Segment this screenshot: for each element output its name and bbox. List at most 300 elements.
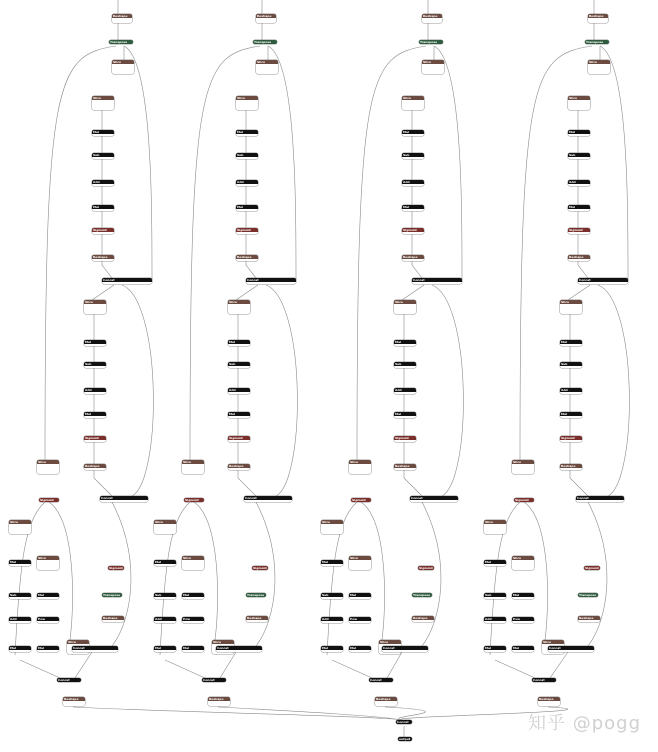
mul-node[interactable] [154, 646, 176, 652]
pow-node[interactable] [349, 617, 371, 623]
node-op-label: Reshape [84, 464, 106, 468]
node-op-label: Mul [484, 646, 506, 650]
sigmoid-node[interactable] [418, 566, 434, 570]
reshape-node[interactable] [63, 697, 85, 706]
mul-node[interactable] [349, 646, 371, 652]
mul-node[interactable] [321, 646, 343, 652]
node-op-label: Mul [154, 646, 176, 650]
node-op-label: Add [154, 617, 176, 621]
reshape-node[interactable] [422, 14, 442, 23]
node-op-label: Concat [246, 278, 296, 282]
node-attributes [154, 524, 176, 534]
add-node[interactable] [321, 617, 343, 623]
node-op-label: Transpose [109, 40, 133, 44]
node-op-label: Concat [548, 646, 594, 650]
graph-edge [568, 285, 590, 300]
reshape-node[interactable] [102, 616, 124, 622]
node-op-label: Mul [568, 205, 590, 209]
node-op-label: Slice [228, 300, 250, 304]
node-op-label: Concat [578, 278, 628, 282]
reshape-node[interactable] [578, 616, 600, 622]
concat-node[interactable] [244, 496, 292, 502]
add-node[interactable] [568, 180, 590, 186]
mul-node[interactable] [512, 593, 534, 599]
mul-node[interactable] [560, 340, 582, 346]
sigmoid-node[interactable] [39, 498, 59, 502]
concat-node[interactable] [202, 678, 226, 682]
node-op-label: Sub [92, 153, 114, 157]
node-op-label: Sub [84, 362, 106, 366]
node-op-label: Slice [542, 640, 564, 644]
sub-node[interactable] [484, 593, 506, 599]
mul-node[interactable] [84, 412, 106, 418]
graph-edge [220, 652, 236, 678]
mul-node[interactable] [394, 412, 416, 418]
node-op-label: Reshape [102, 616, 124, 620]
concat-node[interactable] [100, 496, 148, 502]
node-op-label: Reshape [208, 697, 230, 701]
mul-node[interactable] [512, 646, 534, 652]
transpose-node[interactable] [578, 593, 598, 597]
node-op-label: Sigmoid [585, 566, 599, 570]
graph-edge [412, 96, 422, 278]
graph-edge [102, 96, 112, 278]
node-attributes [588, 64, 610, 74]
node-op-label: Mul [402, 205, 424, 209]
node-op-label: Sub [236, 153, 258, 157]
node-attributes [321, 524, 343, 534]
concat-node[interactable] [102, 278, 152, 284]
node-op-label: Slice [67, 640, 89, 644]
node-op-label: Mul [182, 646, 204, 650]
node-op-label: Sigmoid [228, 436, 250, 440]
reshape-node[interactable] [84, 464, 106, 470]
sigmoid-node[interactable] [514, 498, 534, 502]
node-op-label: Reshape [375, 697, 397, 701]
concat-node[interactable] [548, 646, 594, 652]
slice-node[interactable] [154, 520, 176, 534]
node-op-label: Add [560, 388, 582, 392]
node-op-label: Transpose [419, 40, 443, 44]
slice-node[interactable] [112, 60, 134, 74]
mul-node[interactable] [394, 340, 416, 346]
mul-node[interactable] [349, 593, 371, 599]
node-op-label: Slice [256, 60, 278, 64]
node-op-label: Mul [236, 130, 258, 134]
node-op-label: Slice [568, 96, 590, 100]
mul-node[interactable] [9, 560, 31, 566]
mul-node[interactable] [182, 646, 204, 652]
slice-node[interactable] [321, 520, 343, 534]
node-op-label: Reshape [422, 14, 442, 18]
node-op-label: Reshape [588, 14, 608, 18]
node-op-label: Sigmoid [394, 436, 416, 440]
sigmoid-node[interactable] [560, 436, 582, 442]
sub-node[interactable] [402, 153, 424, 159]
node-op-label: Pow [512, 617, 534, 621]
node-op-label: Sub [154, 593, 176, 597]
node-op-label: Mul [92, 130, 114, 134]
transpose-node[interactable] [102, 593, 122, 597]
mul-node[interactable] [402, 130, 424, 136]
sub-node[interactable] [9, 593, 31, 599]
node-op-label: Reshape [560, 464, 582, 468]
concat-node[interactable] [396, 720, 412, 724]
slice-node[interactable] [228, 300, 250, 314]
node-op-label: Mul [560, 412, 582, 416]
slice-node[interactable] [236, 96, 258, 110]
sub-node[interactable] [560, 362, 582, 368]
node-op-label: Reshape [246, 616, 268, 620]
slice-node[interactable] [588, 60, 610, 74]
reshape-node[interactable] [112, 14, 132, 23]
node-attributes [512, 560, 534, 570]
slice-node[interactable] [484, 520, 506, 534]
sigmoid-node[interactable] [402, 228, 424, 234]
slice-node[interactable] [402, 96, 424, 110]
node-op-label: Concat [532, 678, 556, 682]
node-op-label: Concat [396, 720, 412, 724]
node-op-label: Mul [321, 646, 343, 650]
mul-node[interactable] [182, 593, 204, 599]
mul-node[interactable] [154, 560, 176, 566]
node-op-label: Concat [216, 646, 262, 650]
node-op-label: Reshape [228, 464, 250, 468]
add-node[interactable] [394, 388, 416, 394]
node-op-label: Sigmoid [84, 436, 106, 440]
graph-edge [73, 707, 402, 720]
node-op-label: Concat [100, 496, 148, 500]
node-op-label: Mul [512, 646, 534, 650]
node-attributes [112, 18, 132, 23]
graph-edge [92, 285, 114, 300]
sigmoid-node[interactable] [351, 498, 371, 502]
node-op-label: Mul [9, 646, 31, 650]
slice-node[interactable] [84, 300, 106, 314]
node-attributes [228, 304, 250, 314]
add-node[interactable] [92, 180, 114, 186]
mul-node[interactable] [560, 412, 582, 418]
slice-node[interactable] [182, 460, 204, 474]
node-op-label: Sigmoid [92, 228, 114, 232]
transpose-node[interactable] [412, 593, 432, 597]
sigmoid-node[interactable] [84, 436, 106, 442]
add-node[interactable] [154, 617, 176, 623]
slice-node[interactable] [560, 300, 582, 314]
reshape-node[interactable] [92, 255, 114, 261]
reshape-node[interactable] [538, 697, 560, 706]
node-op-label: Slice [236, 96, 258, 100]
mul-node[interactable] [92, 205, 114, 211]
reshape-node[interactable] [560, 464, 582, 470]
node-op-label: Mul [92, 205, 114, 209]
node-op-label: Reshape [63, 697, 85, 701]
node-op-label: Sub [568, 153, 590, 157]
add-node[interactable] [402, 180, 424, 186]
graph-edge [268, 46, 296, 280]
slice-node[interactable] [394, 300, 416, 314]
node-attributes [588, 18, 608, 23]
node-attributes [375, 701, 397, 706]
sigmoid-node[interactable] [394, 436, 416, 442]
graph-edge [236, 285, 258, 300]
reshape-node[interactable] [246, 616, 268, 622]
slice-node[interactable] [92, 96, 114, 110]
concat-node[interactable] [72, 646, 118, 652]
node-attributes [394, 304, 416, 314]
add-node[interactable] [84, 388, 106, 394]
graph-edge [598, 285, 629, 496]
node-op-label: Concat [202, 678, 226, 682]
output-node[interactable] [398, 737, 412, 741]
sigmoid-node[interactable] [92, 228, 114, 234]
node-op-label: Add [394, 388, 416, 392]
concat-node[interactable] [578, 278, 628, 284]
node-op-label: Slice [112, 60, 134, 64]
node-op-label: Sub [484, 593, 506, 597]
graph-edge [422, 502, 441, 646]
node-op-label: Concat [412, 278, 462, 282]
node-op-label: Slice [402, 96, 424, 100]
concat-node[interactable] [57, 678, 81, 682]
node-op-label: Mul [394, 340, 416, 344]
add-node[interactable] [560, 388, 582, 394]
node-op-label: Add [9, 617, 31, 621]
graph-edge [20, 660, 60, 678]
pow-node[interactable] [512, 617, 534, 623]
transpose-node[interactable] [419, 40, 443, 44]
node-attributes [560, 304, 582, 314]
node-attributes [484, 524, 506, 534]
node-attributes [208, 701, 230, 706]
slice-node[interactable] [37, 556, 59, 570]
graph-edge [124, 46, 152, 280]
mul-node[interactable] [236, 205, 258, 211]
pow-node[interactable] [182, 617, 204, 623]
node-op-label: Mul [37, 593, 59, 597]
sub-node[interactable] [394, 362, 416, 368]
node-op-label: Add [484, 617, 506, 621]
node-op-label: Slice [512, 556, 534, 560]
mul-node[interactable] [568, 130, 590, 136]
node-op-label: Reshape [568, 255, 590, 259]
mul-node[interactable] [484, 646, 506, 652]
node-op-label: Mul [512, 593, 534, 597]
node-attributes [256, 64, 278, 74]
node-op-label: Mul [349, 593, 371, 597]
node-attributes [349, 464, 371, 474]
mul-node[interactable] [9, 646, 31, 652]
reshape-node[interactable] [568, 255, 590, 261]
graph-edge [550, 652, 568, 678]
slice-node[interactable] [512, 460, 534, 474]
node-op-label: Slice [212, 640, 234, 644]
add-node[interactable] [484, 617, 506, 623]
sigmoid-node[interactable] [108, 566, 124, 570]
node-op-label: Sigmoid [560, 436, 582, 440]
sub-node[interactable] [236, 153, 258, 159]
node-op-label: Slice [512, 460, 534, 464]
mul-node[interactable] [568, 205, 590, 211]
node-op-label: Slice [154, 520, 176, 524]
node-op-label: Mul [154, 560, 176, 564]
pow-node[interactable] [37, 617, 59, 623]
mul-node[interactable] [228, 340, 250, 346]
slice-node[interactable] [349, 556, 371, 570]
node-op-label: Reshape [112, 14, 132, 18]
sub-node[interactable] [228, 362, 250, 368]
sigmoid-node[interactable] [568, 228, 590, 234]
node-op-label: Slice [321, 520, 343, 524]
add-node[interactable] [9, 617, 31, 623]
sigmoid-node[interactable] [184, 498, 204, 502]
node-op-label: Reshape [256, 14, 276, 18]
slice-node[interactable] [349, 460, 371, 474]
transpose-node[interactable] [109, 40, 133, 44]
node-op-label: Add [92, 180, 114, 184]
mul-node[interactable] [484, 560, 506, 566]
node-op-label: Sigmoid [402, 228, 424, 232]
node-op-label: Sigmoid [39, 498, 59, 502]
node-attributes [422, 64, 444, 74]
reshape-node[interactable] [208, 697, 230, 706]
node-attributes [538, 701, 560, 706]
concat-node[interactable] [532, 678, 556, 682]
node-op-label: Sub [228, 362, 250, 366]
transpose-node[interactable] [246, 593, 266, 597]
node-op-label: Pow [349, 617, 371, 621]
concat-node[interactable] [412, 278, 462, 284]
slice-node[interactable] [256, 60, 278, 74]
sigmoid-node[interactable] [252, 566, 268, 570]
node-op-label: Pow [37, 617, 59, 621]
node-op-label: Sigmoid [419, 566, 433, 570]
reshape-node[interactable] [394, 464, 416, 470]
node-op-label: Reshape [578, 616, 600, 620]
reshape-node[interactable] [256, 14, 276, 23]
node-op-label: Slice [349, 460, 371, 464]
node-op-label: Mul [9, 560, 31, 564]
graph-edge [387, 652, 402, 678]
node-op-label: Sub [402, 153, 424, 157]
graph-edge [578, 96, 588, 278]
concat-node[interactable] [410, 496, 458, 502]
node-op-label: Slice [349, 556, 371, 560]
node-op-label: Mul [568, 130, 590, 134]
graph-edge [112, 502, 131, 646]
mul-node[interactable] [228, 412, 250, 418]
node-op-label: Concat [244, 496, 292, 500]
slice-node[interactable] [9, 520, 31, 534]
graph-edge [332, 660, 372, 678]
slice-node[interactable] [37, 460, 59, 474]
node-op-label: Sub [321, 593, 343, 597]
mul-node[interactable] [92, 130, 114, 136]
node-op-label: Sigmoid [184, 498, 204, 502]
graph-edge [165, 660, 205, 678]
reshape-node[interactable] [228, 464, 250, 470]
mul-node[interactable] [84, 340, 106, 346]
mul-node[interactable] [37, 646, 59, 652]
graph-edge [266, 285, 297, 496]
mul-node[interactable] [236, 130, 258, 136]
add-node[interactable] [236, 180, 258, 186]
node-op-label: Mul [321, 560, 343, 564]
mul-node[interactable] [321, 560, 343, 566]
node-op-label: Transpose [413, 593, 431, 597]
node-op-label: Mul [37, 646, 59, 650]
sigmoid-node[interactable] [236, 228, 258, 234]
node-op-label: Mul [394, 412, 416, 416]
node-attributes [236, 100, 258, 110]
slice-node[interactable] [422, 60, 444, 74]
graph-edge [385, 707, 425, 720]
sub-node[interactable] [84, 362, 106, 368]
zhihu-watermark: 知乎 @pogg [528, 713, 642, 734]
sub-node[interactable] [321, 593, 343, 599]
node-op-label: Reshape [402, 255, 424, 259]
sigmoid-node[interactable] [584, 566, 600, 570]
mul-node[interactable] [37, 593, 59, 599]
reshape-node[interactable] [412, 616, 434, 622]
node-op-label: Slice [484, 520, 506, 524]
add-node[interactable] [228, 388, 250, 394]
graph-edge [434, 46, 462, 280]
node-op-label: Sigmoid [568, 228, 590, 232]
node-op-label: Sub [394, 362, 416, 366]
node-op-label: Mul [84, 412, 106, 416]
slice-node[interactable] [182, 556, 204, 570]
node-op-label: Concat [410, 496, 458, 500]
concat-node[interactable] [382, 646, 428, 652]
reshape-node[interactable] [236, 255, 258, 261]
node-op-label: Slice [182, 556, 204, 560]
transpose-node[interactable] [253, 40, 277, 44]
sub-node[interactable] [568, 153, 590, 159]
node-op-label: Transpose [585, 40, 609, 44]
concat-node[interactable] [576, 496, 624, 502]
concat-node[interactable] [369, 678, 393, 682]
sub-node[interactable] [92, 153, 114, 159]
node-op-label: Reshape [394, 464, 416, 468]
sigmoid-node[interactable] [228, 436, 250, 442]
node-attributes [112, 64, 134, 74]
node-op-label: Transpose [103, 593, 121, 597]
node-op-label: Add [402, 180, 424, 184]
node-op-label: Add [236, 180, 258, 184]
reshape-node[interactable] [588, 14, 608, 23]
node-op-label: Slice [9, 520, 31, 524]
node-op-label: Sigmoid [236, 228, 258, 232]
transpose-node[interactable] [585, 40, 609, 44]
mul-node[interactable] [402, 205, 424, 211]
node-attributes [84, 304, 106, 314]
sub-node[interactable] [154, 593, 176, 599]
concat-node[interactable] [216, 646, 262, 652]
node-op-label: Transpose [253, 40, 277, 44]
slice-node[interactable] [568, 96, 590, 110]
node-op-label: Concat [102, 278, 152, 282]
node-attributes [512, 464, 534, 474]
node-op-label: Sub [560, 362, 582, 366]
node-op-label: Sigmoid [109, 566, 123, 570]
reshape-node[interactable] [402, 255, 424, 261]
node-op-label: Mul [236, 205, 258, 209]
reshape-node[interactable] [375, 697, 397, 706]
slice-node[interactable] [512, 556, 534, 570]
node-op-label: Add [228, 388, 250, 392]
concat-node[interactable] [246, 278, 296, 284]
